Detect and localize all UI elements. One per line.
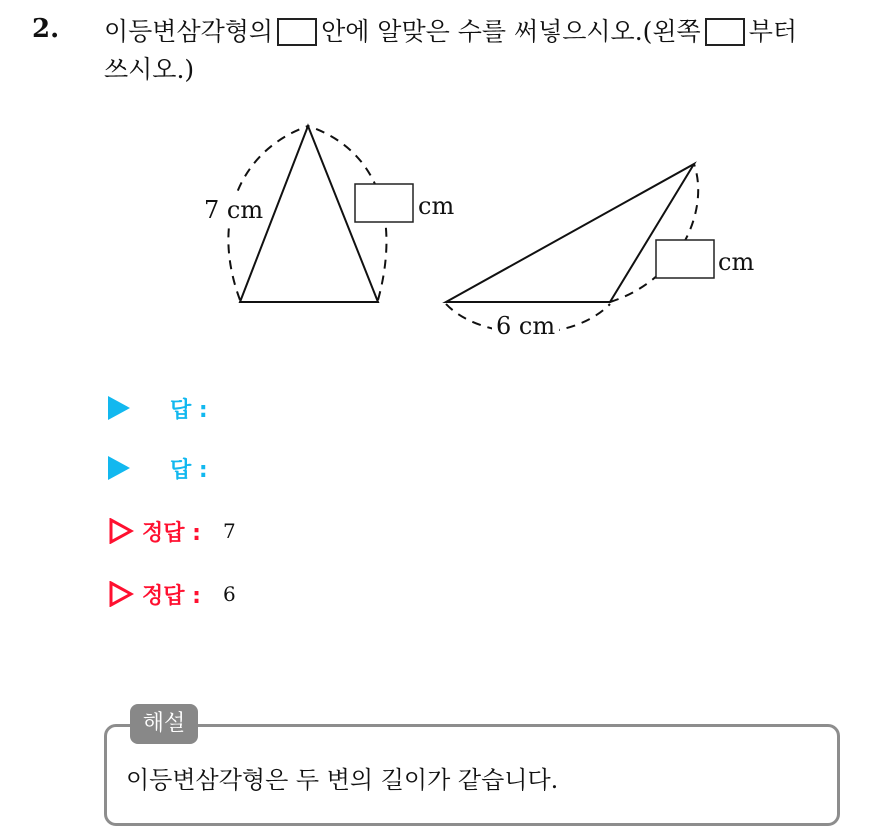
question-number: 2. xyxy=(32,14,60,44)
answer-label: 답 : xyxy=(170,397,208,423)
right-isosceles-triangle xyxy=(446,164,714,333)
explanation-text: 이등변삼각형은 두 변의 길이가 같습니다. xyxy=(126,766,559,794)
explanation-tab: 해설 xyxy=(130,704,198,744)
question-text-part3: 부터 xyxy=(748,17,798,46)
right-triangle-base-label: 6 cm xyxy=(492,312,559,340)
outline-arrow-icon xyxy=(108,518,134,544)
play-arrow-icon xyxy=(108,396,130,420)
play-arrow-icon xyxy=(108,456,130,480)
question-text-part2: 안에 알맞은 수를 써넣으시오.(왼쪽 xyxy=(321,17,701,46)
question-text-line2: 쓰시오.) xyxy=(104,55,195,84)
right-triangle-answer-box xyxy=(656,240,714,278)
correct-answer-label: 정답 : xyxy=(142,520,201,546)
answer-label: 답 : xyxy=(170,457,208,483)
answer-row-2 xyxy=(108,452,208,484)
correct-answer-row-2 xyxy=(108,578,236,610)
triangles-figure xyxy=(0,0,884,360)
correct-answer-value: 6 xyxy=(222,582,236,606)
right-triangle-unit-label: cm xyxy=(718,248,755,276)
left-triangle-unit-label: cm xyxy=(418,192,455,220)
correct-answer-label: 정답 : xyxy=(142,583,201,609)
outline-arrow-icon xyxy=(108,581,134,607)
question-text-part1: 이등변삼각형의 xyxy=(104,17,274,46)
left-triangle-side-label: 7 cm xyxy=(204,196,264,224)
left-triangle-answer-box xyxy=(355,184,413,222)
correct-answer-value: 7 xyxy=(222,519,236,543)
answer-row-1 xyxy=(108,392,208,424)
correct-answer-row-1 xyxy=(108,515,236,547)
right-triangle-shape xyxy=(446,164,694,302)
